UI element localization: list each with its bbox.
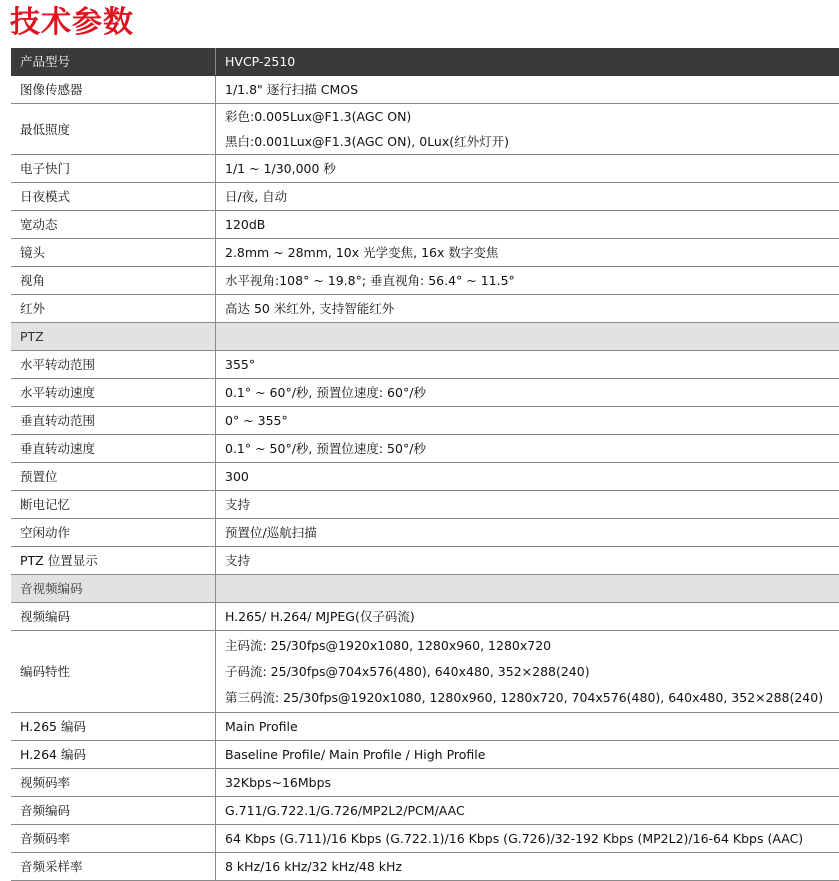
spec-value-line	[225, 576, 839, 601]
spec-value	[216, 267, 839, 295]
spec-value	[216, 104, 839, 155]
spec-value	[216, 825, 839, 853]
spec-key: H.264 编码	[11, 741, 216, 769]
table-row	[11, 463, 839, 491]
spec-value-line: 355°	[225, 352, 839, 377]
spec-value	[216, 407, 839, 435]
table-row	[11, 76, 839, 104]
spec-key: 宽动态	[11, 211, 216, 239]
table-row	[11, 295, 839, 323]
spec-value-line	[225, 324, 839, 349]
section-row	[11, 323, 839, 351]
header-key: 产品型号	[11, 48, 216, 76]
table-row	[11, 769, 839, 797]
spec-value	[216, 491, 839, 519]
spec-key: 音频编码	[11, 797, 216, 825]
spec-value	[216, 211, 839, 239]
spec-value	[216, 797, 839, 825]
spec-value-line: 8 kHz/16 kHz/32 kHz/48 kHz	[225, 854, 839, 879]
header-value: HVCP-2510	[216, 48, 839, 76]
spec-value-line: 彩色:0.005Lux@F1.3(AGC ON)	[225, 104, 839, 129]
spec-value	[216, 379, 839, 407]
spec-value-line: 支持	[225, 492, 839, 517]
spec-key: 红外	[11, 295, 216, 323]
spec-value	[216, 435, 839, 463]
spec-key: 编码特性	[11, 631, 216, 713]
spec-value-line: 第三码流: 25/30fps@1920x1080, 1280x960, 1280x720, 704x576(480), 640x480, 352×288(240)	[225, 685, 839, 711]
spec-key: 音频采样率	[11, 853, 216, 881]
spec-table	[11, 48, 839, 881]
spec-key: PTZ 位置显示	[11, 547, 216, 575]
section-title: PTZ	[11, 323, 216, 351]
spec-value-line: 32Kbps~16Mbps	[225, 770, 839, 795]
section-row	[11, 575, 839, 603]
table-row	[11, 379, 839, 407]
spec-value-line: 子码流: 25/30fps@704x576(480), 640x480, 352×288(240)	[225, 659, 839, 685]
spec-key: 视频码率	[11, 769, 216, 797]
spec-value-line: 日/夜, 自动	[225, 184, 839, 209]
spec-value	[216, 547, 839, 575]
spec-value	[216, 155, 839, 183]
spec-key: 空闲动作	[11, 519, 216, 547]
spec-key: 音频码率	[11, 825, 216, 853]
spec-value-line: 0.1° ~ 60°/秒, 预置位速度: 60°/秒	[225, 380, 839, 405]
spec-value-line: 预置位/巡航扫描	[225, 520, 839, 545]
table-row	[11, 797, 839, 825]
spec-value-line: 64 Kbps (G.711)/16 Kbps (G.722.1)/16 Kbps (G.726)/32-192 Kbps (MP2L2)/16-64 Kbps (AAC)	[225, 826, 839, 851]
spec-value-line: 主码流: 25/30fps@1920x1080, 1280x960, 1280x720	[225, 633, 839, 659]
table-row	[11, 211, 839, 239]
spec-value	[216, 519, 839, 547]
spec-key: 预置位	[11, 463, 216, 491]
spec-value-line: 1/1.8" 逐行扫描 CMOS	[225, 77, 839, 102]
spec-key: 垂直转动范围	[11, 407, 216, 435]
table-row	[11, 104, 839, 155]
table-row	[11, 519, 839, 547]
spec-key: 水平转动范围	[11, 351, 216, 379]
spec-key: 图像传感器	[11, 76, 216, 104]
spec-key: 垂直转动速度	[11, 435, 216, 463]
spec-value	[216, 853, 839, 881]
spec-value	[216, 323, 839, 351]
spec-value	[216, 769, 839, 797]
table-row	[11, 547, 839, 575]
spec-key: 视频编码	[11, 603, 216, 631]
spec-key: 镜头	[11, 239, 216, 267]
spec-key: 最低照度	[11, 104, 216, 155]
table-row	[11, 825, 839, 853]
spec-value-line: 2.8mm ~ 28mm, 10x 光学变焦, 16x 数字变焦	[225, 240, 839, 265]
table-row	[11, 351, 839, 379]
spec-value-line: 0.1° ~ 50°/秒, 预置位速度: 50°/秒	[225, 436, 839, 461]
spec-value-line: 120dB	[225, 212, 839, 237]
table-row	[11, 713, 839, 741]
spec-value	[216, 351, 839, 379]
spec-value-line: 水平视角:108° ~ 19.8°; 垂直视角: 56.4° ~ 11.5°	[225, 268, 839, 293]
table-row	[11, 853, 839, 881]
spec-value-line: 黑白:0.001Lux@F1.3(AGC ON), 0Lux(红外灯开)	[225, 129, 839, 154]
table-row	[11, 407, 839, 435]
table-header-row	[11, 48, 839, 76]
spec-value	[216, 463, 839, 491]
table-row	[11, 491, 839, 519]
spec-value-line: 支持	[225, 548, 839, 573]
spec-value	[216, 741, 839, 769]
table-row	[11, 239, 839, 267]
spec-value-line: Main Profile	[225, 714, 839, 739]
spec-value-line: Baseline Profile/ Main Profile / High Profile	[225, 742, 839, 767]
spec-value-line: 0° ~ 355°	[225, 408, 839, 433]
spec-value	[216, 295, 839, 323]
table-row	[11, 183, 839, 211]
spec-key: 水平转动速度	[11, 379, 216, 407]
spec-key: H.265 编码	[11, 713, 216, 741]
spec-value	[216, 76, 839, 104]
spec-key: 日夜模式	[11, 183, 216, 211]
table-row	[11, 603, 839, 631]
table-row	[11, 741, 839, 769]
spec-key: 视角	[11, 267, 216, 295]
spec-key: 电子快门	[11, 155, 216, 183]
spec-value	[216, 631, 839, 713]
page-title: 技术参数	[10, 2, 134, 44]
spec-key: 断电记忆	[11, 491, 216, 519]
spec-value	[216, 713, 839, 741]
spec-value-line: 1/1 ~ 1/30,000 秒	[225, 156, 839, 181]
spec-value	[216, 239, 839, 267]
spec-value-line: 高达 50 米红外, 支持智能红外	[225, 296, 839, 321]
table-row	[11, 267, 839, 295]
spec-value	[216, 183, 839, 211]
table-row	[11, 155, 839, 183]
table-row	[11, 435, 839, 463]
section-title: 音视频编码	[11, 575, 216, 603]
spec-value	[216, 575, 839, 603]
spec-value-line: G.711/G.722.1/G.726/MP2L2/PCM/AAC	[225, 798, 839, 823]
table-row	[11, 631, 839, 713]
spec-value	[216, 603, 839, 631]
spec-value-line: H.265/ H.264/ MJPEG(仅子码流)	[225, 604, 839, 629]
spec-value-line: 300	[225, 464, 839, 489]
